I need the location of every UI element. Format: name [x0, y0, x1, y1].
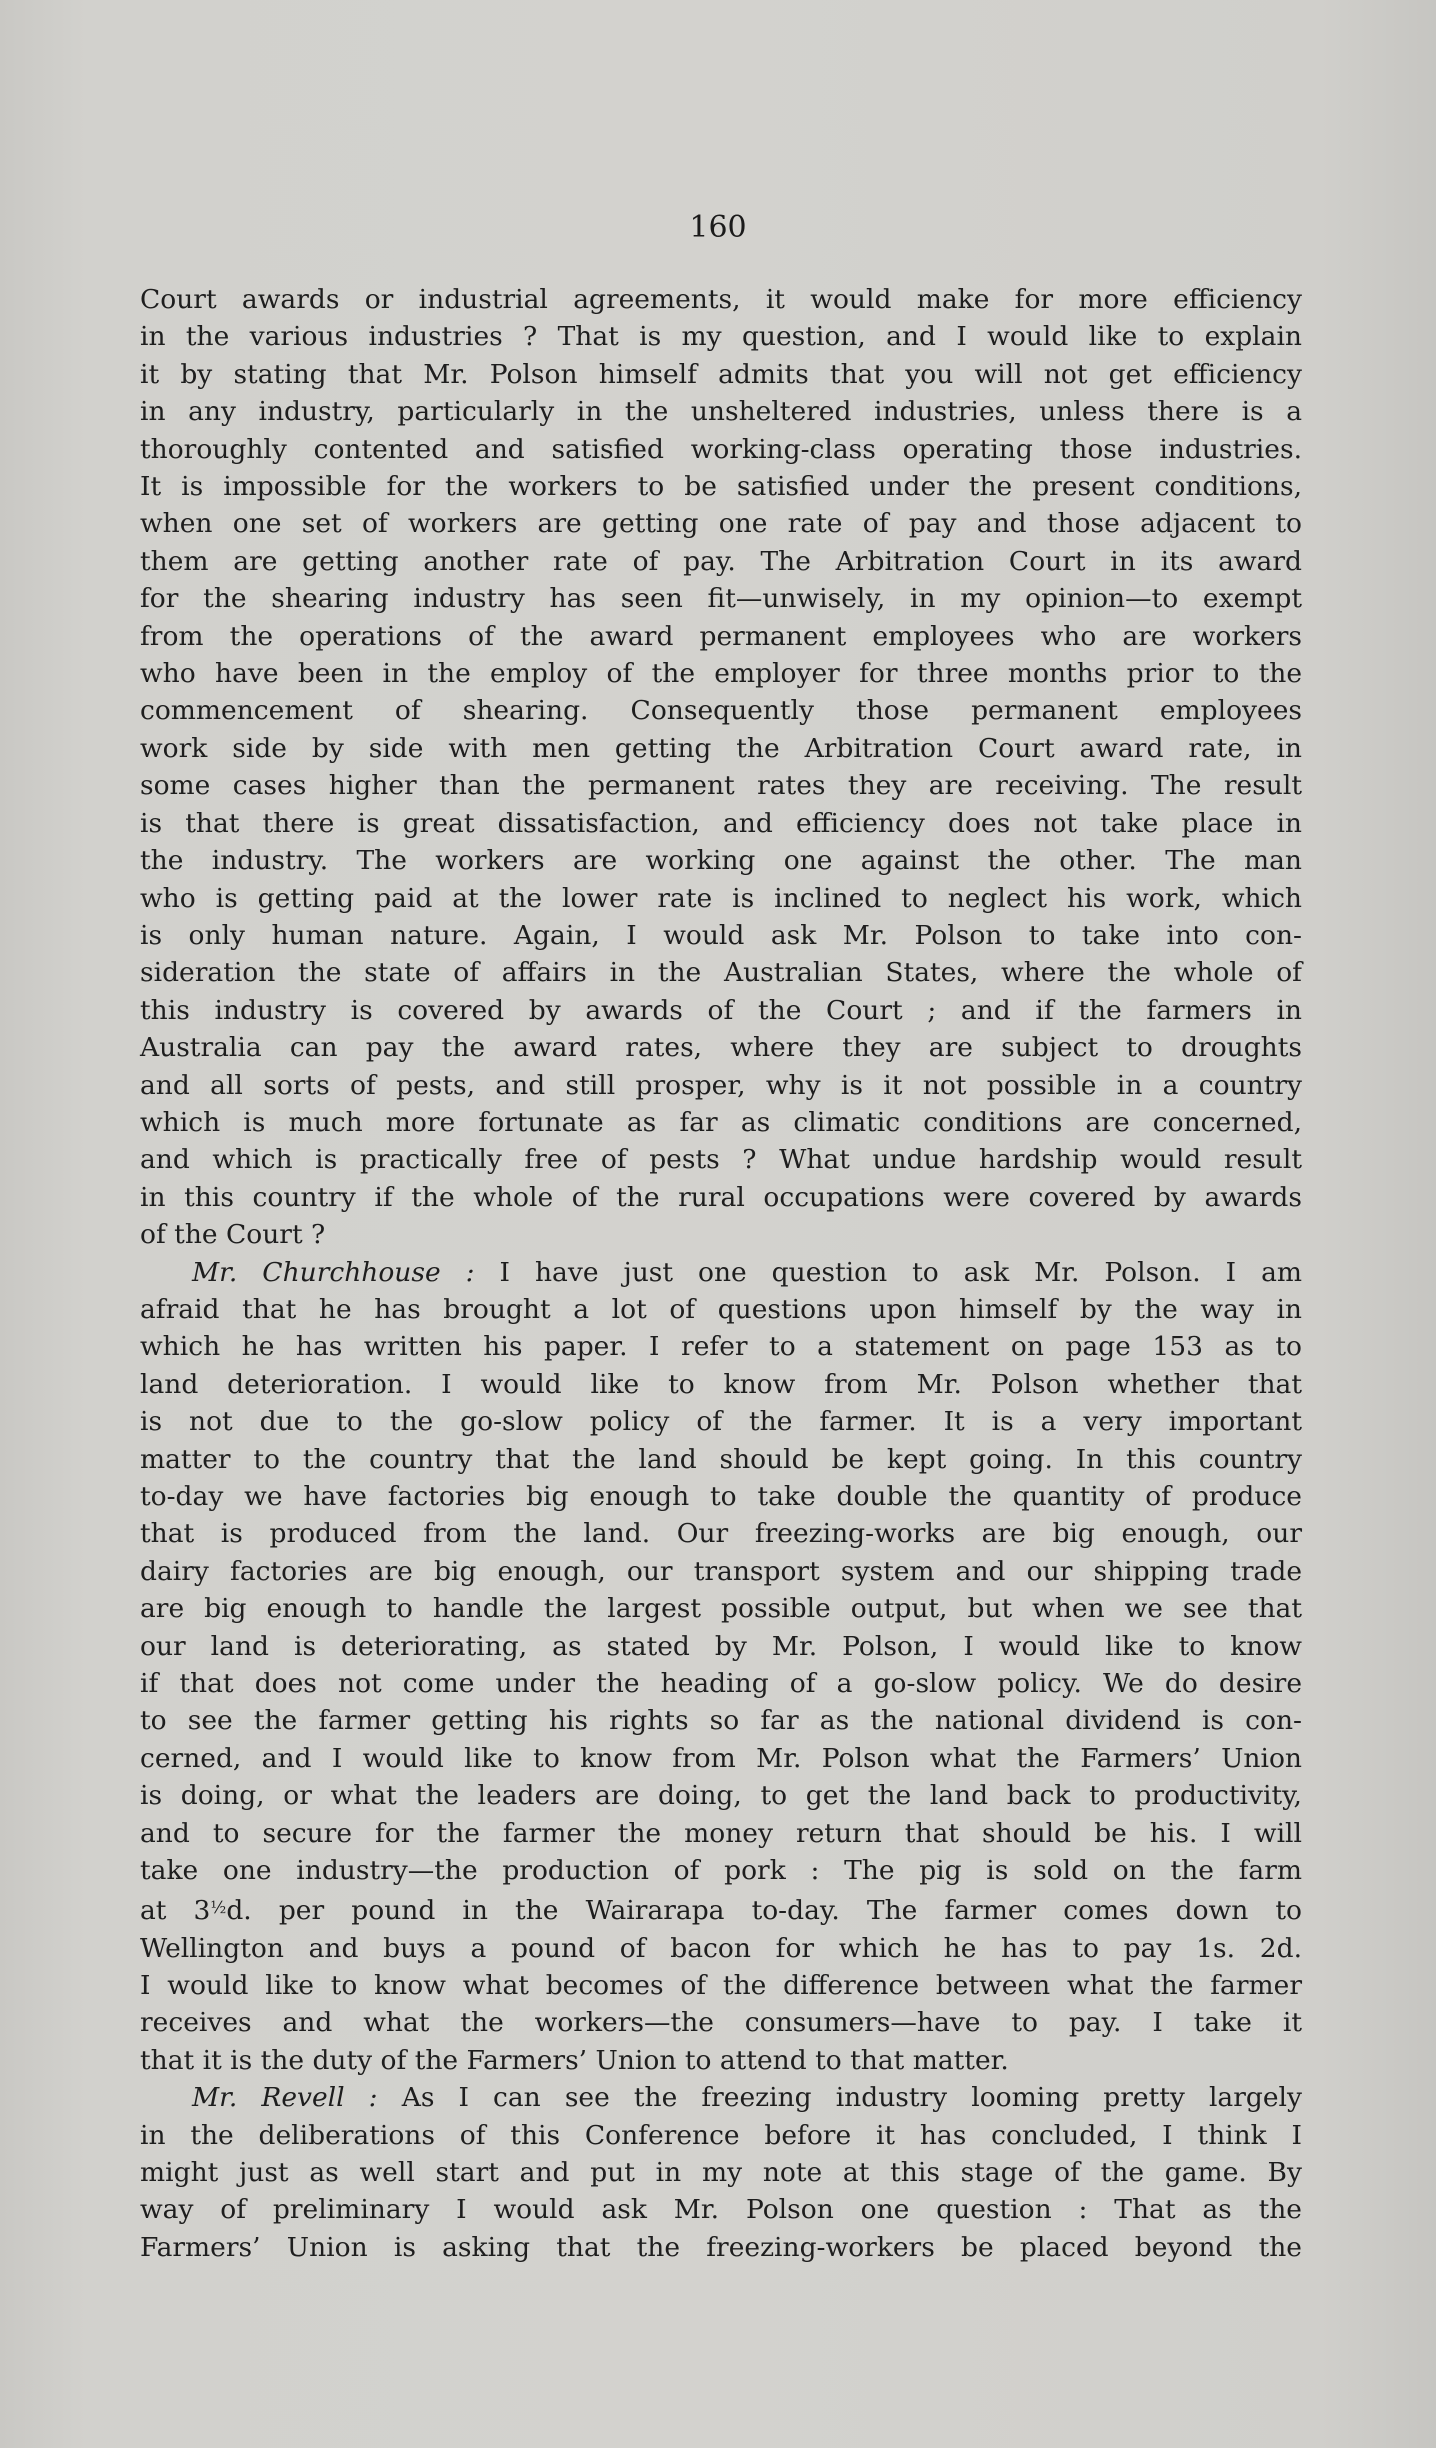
price-line-end: d. per pound in the Wairarapa to-day. The farmer comes down to: [226, 1895, 1302, 1927]
text-line: Farmers’ Union is asking that the freezing-workers be placed beyond the: [140, 2231, 1302, 2263]
text-line: in this country if the whole of the rural occupations were covered by awards: [140, 1181, 1302, 1213]
text-line: that is produced from the land. Our freezing-works are big enough, our: [140, 1518, 1302, 1550]
text-line: it by stating that Mr. Polson himself admits that you will not get efficiency: [140, 358, 1302, 390]
text-line: and to secure for the farmer the money return that should be his. I will: [140, 1817, 1302, 1849]
text-line: and all sorts of pests, and still prosper, why is it not possible in a country: [140, 1069, 1302, 1101]
text-line: of the Court ?: [140, 1219, 326, 1251]
paragraph-1: [140, 281, 1302, 1254]
text-line: matter to the country that the land should be kept going. In this country: [140, 1443, 1302, 1475]
speaker-line-text: I have just one question to ask Mr. Polson. I am: [499, 1256, 1302, 1288]
text-line: to-day we have factories big enough to take double the quantity of produce: [140, 1481, 1302, 1512]
text-line: thoroughly contented and satisfied working-class operating those industries.: [140, 433, 1302, 465]
text-line: are big enough to handle the largest possible output, but when we see that: [140, 1593, 1302, 1625]
text-line: that it is the duty of the Farmers’ Union to attend to that matter.: [140, 2044, 1009, 2076]
text-line: is not due to the go-slow policy of the farmer. It is a very important: [140, 1406, 1302, 1438]
text-line: when one set of workers are getting one rate of pay and those adjacent to: [140, 508, 1302, 540]
text-line: Wellington and buys a pound of bacon for which he has to pay 1s. 2d.: [140, 1932, 1302, 1964]
text-line: some cases higher than the permanent rates they are receiving. The result: [140, 770, 1302, 802]
body-text: [140, 281, 1302, 2266]
text-line: in the various industries ? That is my question, and I would like to explain: [140, 321, 1302, 353]
text-line: who have been in the employ of the employer for three months prior to the: [140, 658, 1302, 690]
text-line: which is much more fortunate as far as climatic conditions are concerned,: [140, 1106, 1302, 1138]
text-line: this industry is covered by awards of the Court ; and if the farmers in: [140, 994, 1302, 1026]
text-line: I would like to know what becomes of the difference between what the farmer: [140, 1970, 1302, 2002]
text-line: work side by side with men getting the Arbitration Court award rate, in: [140, 732, 1302, 764]
page-number: 160: [689, 210, 747, 245]
text-line: dairy factories are big enough, our transport system and our shipping trade: [140, 1555, 1302, 1587]
text-line: might just as well start and put in my note at this stage of the game. By: [140, 2157, 1302, 2189]
text-line: Australia can pay the award rates, where they are subject to droughts: [140, 1032, 1302, 1064]
text-line: receives and what the workers—the consumers—have to pay. I take it: [140, 2007, 1302, 2039]
price-fraction: ½: [210, 1898, 227, 1918]
text-line: to see the farmer getting his rights so far as the national dividend is con-: [140, 1705, 1302, 1737]
paragraph-revell: [140, 2079, 1302, 2266]
text-line: It is impossible for the workers to be satisfied under the present conditions,: [140, 471, 1302, 503]
text-line: is doing, or what the leaders are doing, to get the land back to productivity,: [140, 1780, 1302, 1812]
text-line: from the operations of the award permanent employees who are workers: [140, 620, 1302, 652]
text-line: cerned, and I would like to know from Mr. Polson what the Farmers’ Union: [140, 1742, 1302, 1774]
speaker-line: [140, 2079, 1302, 2116]
text-line: Court awards or industrial agreements, it would make for more efficiency: [140, 284, 1302, 315]
price-line-start: at 3: [140, 1895, 211, 1927]
speaker-name: Mr. Revell :: [192, 2082, 378, 2114]
text-line: them are getting another rate of pay. The Arbitration Court in its award: [140, 545, 1302, 577]
text-line: in any industry, particularly in the unsheltered industries, unless there is a: [140, 396, 1302, 428]
paragraph-churchhouse: [140, 1254, 1302, 2080]
text-line: our land is deteriorating, as stated by Mr. Polson, I would like to know: [140, 1630, 1302, 1662]
text-line: in the deliberations of this Conference before it has concluded, I think I: [140, 2119, 1302, 2151]
text-line: land deterioration. I would like to know from Mr. Polson whether that: [140, 1368, 1302, 1400]
text-line: afraid that he has brought a lot of questions upon himself by the way in: [140, 1293, 1302, 1325]
text-line: is only human nature. Again, I would ask Mr. Polson to take into con-: [140, 919, 1302, 951]
speaker-line: [140, 1254, 1302, 1291]
text-line: commencement of shearing. Consequently those permanent employees: [140, 695, 1302, 727]
text-line: who is getting paid at the lower rate is inclined to neglect his work, which: [140, 882, 1302, 914]
speaker-name: Mr. Churchhouse :: [192, 1256, 475, 1288]
text-line: sideration the state of affairs in the Australian States, where the whole of: [140, 957, 1302, 989]
text-line: and which is practically free of pests ? What undue hardship would result: [140, 1144, 1302, 1176]
text-line: if that does not come under the heading of a go-slow policy. We do desire: [140, 1668, 1302, 1700]
text-line: way of preliminary I would ask Mr. Polson one question : That as the: [140, 2194, 1302, 2226]
text-line: is that there is great dissatisfaction, and efficiency does not take place in: [140, 807, 1302, 839]
price-line: [140, 1889, 1302, 1929]
text-line: for the shearing industry has seen fit—unwisely, in my opinion—to exempt: [140, 583, 1302, 615]
text-line: take one industry—the production of pork : The pig is sold on the farm: [140, 1855, 1302, 1887]
text-line: the industry. The workers are working one against the other. The man: [140, 845, 1302, 877]
text-line: which he has written his paper. I refer to a statement on page 153 as to: [140, 1331, 1302, 1363]
speaker-line-text: As I can see the freezing industry looming pretty largely: [401, 2082, 1302, 2114]
